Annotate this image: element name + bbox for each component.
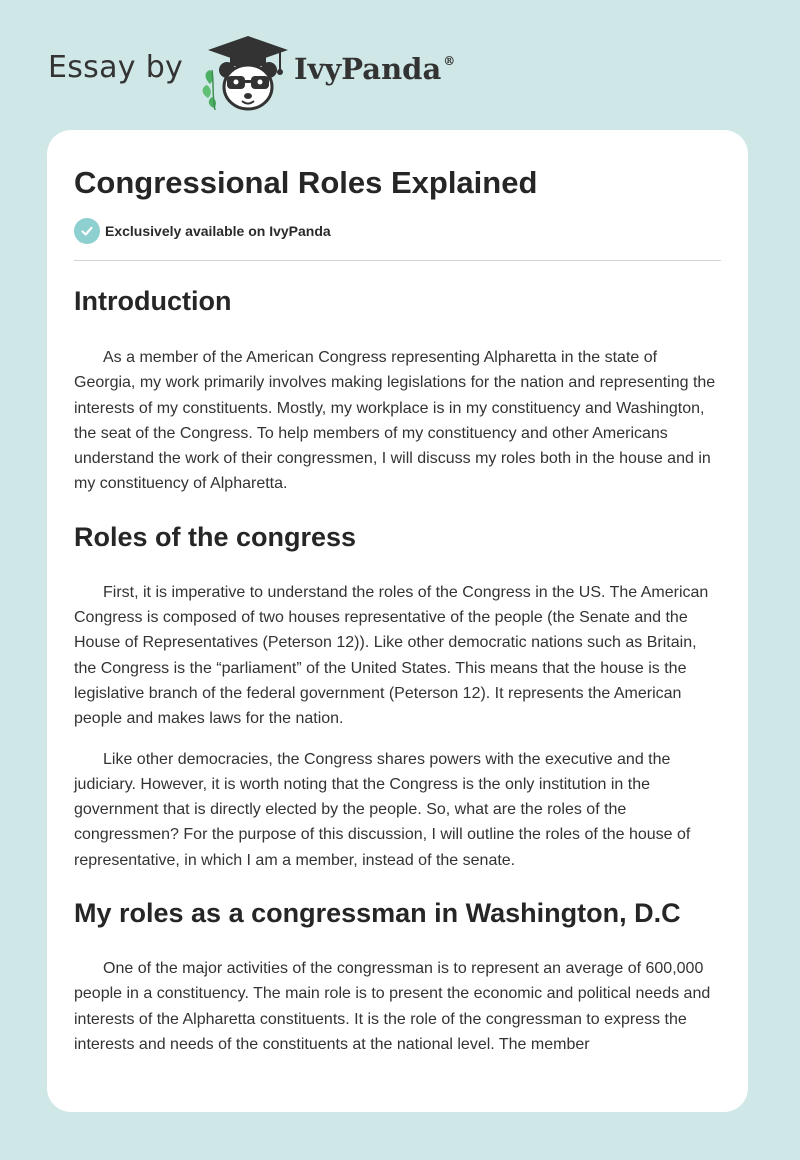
exclusive-badge xyxy=(74,218,721,244)
paragraph: Like other democracies, the Congress shares powers with the executive and the judiciary. However, it is worth noting that the Congress is the only institution in the government that is directly elected by the people. So, what are the roles of the congressmen? For the purpose of this discussion, I will outline the roles of the house of representative, in which I am a member, instead of the senate. xyxy=(74,750,691,869)
section-heading-roles-washington: My roles as a congressman in Washington, D.C xyxy=(74,898,681,929)
essay-by-label: Essay by xyxy=(48,50,184,85)
page-title: Congressional Roles Explained xyxy=(74,165,538,200)
check-icon xyxy=(74,218,100,244)
essay-card xyxy=(47,130,748,1112)
paragraph: One of the major activities of the congressman is to represent an average of 600,000 people in a constituency. The main role is to present the economic and political needs and interests of the Alpharetta constituents. It is the role of the congressman to express the interests and needs of the constituents at the national level. The member xyxy=(74,960,711,1053)
ivypanda-wordmark: IvyPanda ® xyxy=(294,52,456,86)
section-heading-roles-of-congress: Roles of the congress xyxy=(74,521,357,552)
paragraph: As a member of the American Congress representing Alpharetta in the state of Georgia, my work primarily involves making legislations for the nation and representing the interests of my constituents. Mostly, my workplace is in my constituency and Washington, the seat of the Congress. To help members of my constituency and other Americans understand the work of their congressmen, I will discuss my roles both in the house and in my constituency of Alpharetta. xyxy=(74,349,716,493)
panda-logo-icon xyxy=(200,34,295,112)
divider xyxy=(74,260,721,261)
brand-header[interactable] xyxy=(48,32,508,112)
section-heading-introduction: Introduction xyxy=(74,286,232,316)
exclusive-label: Exclusively available on IvyPanda xyxy=(105,223,331,239)
paragraph: First, it is imperative to understand the roles of the Congress in the US. The American Congress is composed of two houses representative of the people (the Senate and the House of Representatives (Peterson 12)). Like other democratic nations such as Britain, the Congress is the “parliament” of the United States. This means that the house is the legislative branch of the federal government (Peterson 12). It represents the American people and makes laws for the nation. xyxy=(74,583,709,728)
